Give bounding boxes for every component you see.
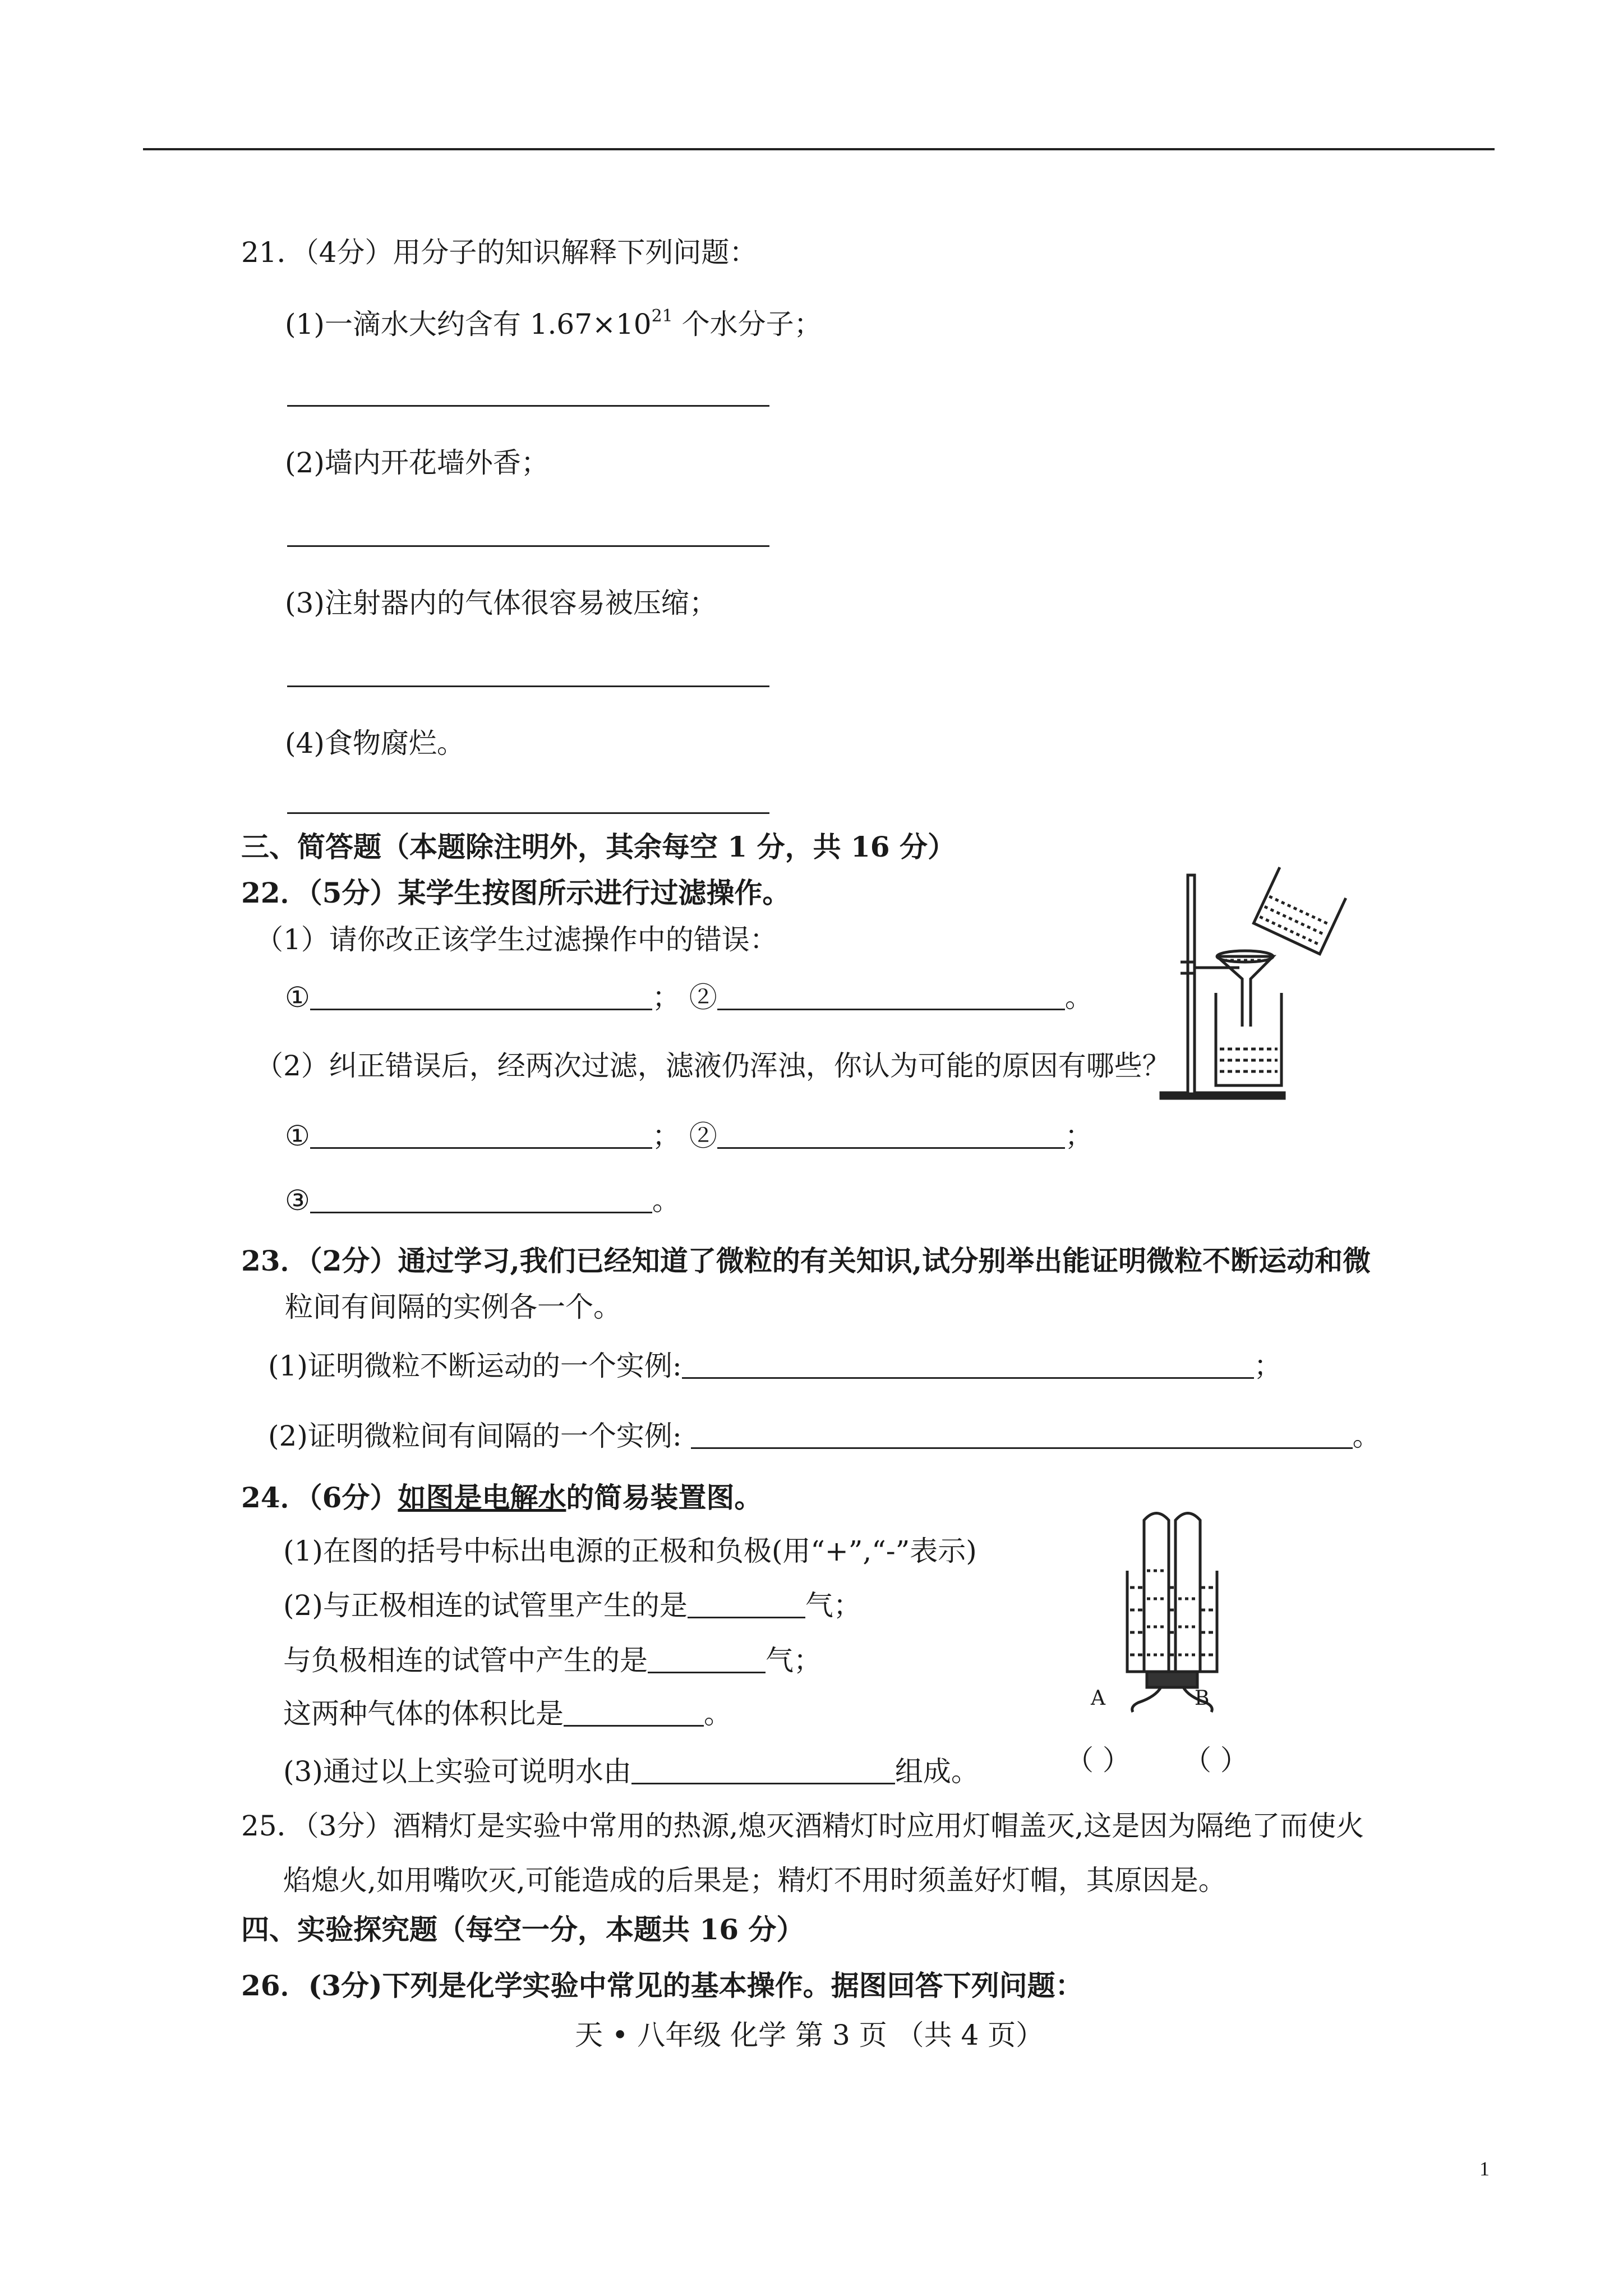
electrode-paren-right[interactable]: （ ） [1183,1744,1248,1777]
filtration-apparatus-figure [1150,858,1352,1105]
section-3-heading: 三、简答题（本题除注明外，其余每空 1 分，共 16 分） [241,830,956,863]
q21-title: 21．（4分）用分子的知识解释下列问题： [241,236,758,269]
q21-answer-line-2[interactable] [287,545,769,547]
q21-item-3: (3)注射器内的气体很容易被压缩； [285,587,717,619]
q24-part-5: (3)通过以上实验可说明水由 组成。 [283,1755,979,1788]
top-rule [143,148,1495,150]
q22-part-1: （1）请你改正该学生过滤操作中的错误： [255,923,778,956]
q22-part2-blanks: ① ； ② ； [285,1120,1093,1152]
q25-line-1: 25．（3分）酒精灯是实验中常用的热源,熄灭酒精灯时应用灯帽盖灭,这是因为隔绝了而使火 [241,1810,1364,1842]
q24-part-3: 与负极相连的试管中产生的是 气； [283,1644,822,1677]
q21-answer-line-3[interactable] [287,685,769,687]
q23-blank-2[interactable] [691,1423,1353,1449]
q22-blank-1-1[interactable] [310,984,652,1010]
q24-part-2: (2)与正极相连的试管里产生的是 气； [283,1589,861,1622]
q22-blank-1-2[interactable] [717,984,1065,1010]
q23-item-2: (2)证明微粒间有间隔的一个实例: 。 [268,1420,1381,1452]
q22-blank-2-1[interactable] [310,1122,652,1149]
q24-blank-positive-gas[interactable] [688,1592,805,1618]
q24-title: 24．（6分）如图是电解水的简易装置图。 [241,1481,763,1514]
q22-part1-blanks: ① ； ② 。 [285,981,1093,1014]
q21-answer-line-4[interactable] [287,812,769,814]
q22-part-2: （2）纠正错误后，经两次过滤，滤液仍浑浊，你认为可能的原因有哪些？ [255,1050,1170,1082]
q23-item-1: (1)证明微粒不断运动的一个实例: ； [268,1350,1282,1382]
q21-item-4: (4)食物腐烂。 [285,727,465,760]
q23-title-line-2: 粒间有间隔的实例各一个。 [285,1291,621,1323]
q21-item-1: (1)一滴水大约含有 $1.67\times 10^{21}$ 个水分子； [285,306,822,341]
q24-part-1: (1)在图的括号中标出电源的正极和负极(用“+”,“-”表示) [283,1535,977,1567]
q24-blank-negative-gas[interactable] [648,1647,766,1673]
electrode-label-a: A [1091,1687,1105,1710]
section-4-heading: 四、实验探究题（每空一分，本题共 16 分） [241,1913,805,1946]
q24-blank-volume-ratio[interactable] [564,1700,704,1727]
q26-title: 26．(3分)下列是化学实验中常见的基本操作。据图回答下列问题： [241,1969,1083,2002]
q25-line-2: 焰熄火,如用嘴吹灭,可能造成的后果是；精灯不用时须盖好灯帽，其原因是。 [283,1864,1227,1897]
q23-title-line-1: 23．（2分）通过学习,我们已经知道了微粒的有关知识,试分别举出能证明微粒不断运动和微 [241,1244,1371,1277]
electrode-label-b: B [1195,1687,1210,1710]
page-number: 1 [1479,2157,1490,2180]
q23-blank-1[interactable] [682,1352,1254,1379]
page-footer: 天 • 八年级 化学 第 3 页 （共 4 页） [575,2019,1044,2051]
q21-item-2: (2)墙内开花墙外香； [285,447,549,479]
q22-blank-2-3[interactable] [310,1187,652,1213]
q22-title: 22．（5分）某学生按图所示进行过滤操作。 [241,876,791,909]
q24-part-4: 这两种气体的体积比是 。 [283,1697,732,1730]
q24-blank-composition[interactable] [631,1758,895,1784]
q22-part2-blank3: ③ 。 [285,1184,680,1217]
q22-blank-2-2[interactable] [717,1122,1065,1149]
electrode-paren-left[interactable]: （ ） [1066,1744,1131,1777]
q21-answer-line-1[interactable] [287,405,769,407]
